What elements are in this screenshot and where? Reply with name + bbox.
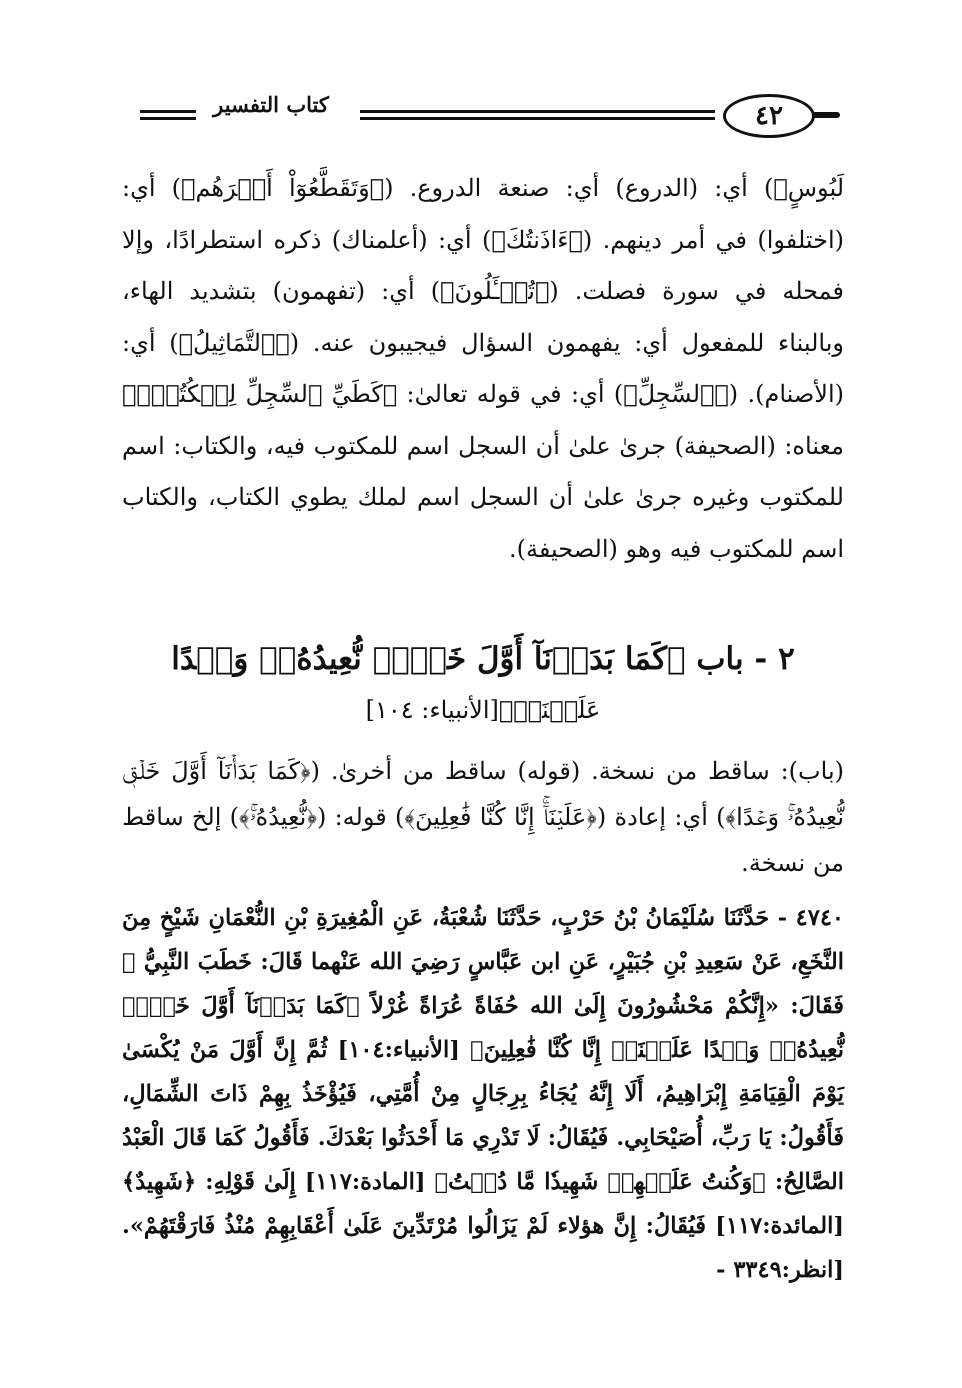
header-rule-left — [140, 110, 196, 124]
chapter-heading — [122, 632, 844, 734]
hadith-paragraph: ٤٧٤٠ - حَدَّثَنَا سُلَيْمَانُ بْنُ حَرْبٍ، حَدَّثَنَا شُعْبَةُ، عَنِ الْمُغِيرَةِ بْنِ النُّعْمَانِ شَيْخٍ مِنَ النَّخَعِ، عَنْ سَعِيدِ بْنِ جُبَيْرٍ، عَنِ ابن عَبَّاسٍ رَضِيَ الله عَنْهما قَالَ: خَطَبَ النَّبِيُّ ﷺ فَقَالَ: «إِنَّكُمْ مَحْشُورُونَ إِلَىٰ الله حُفَاةً عُرَاةً غُرْلاً ﴿كَمَا بَدَأۡنَآ أَوَّلَ خَلۡقٖ نُّعِيدُهُۥۚ وَعۡدًا عَلَيۡنَآۚ إِنَّا كُنَّا فَٰعِلِينَ﴾ [الأنبياء:١٠٤] ثُمَّ إِنَّ أَوَّلَ مَنْ يُكْسَىٰ يَوْمَ الْقِيَامَةِ إِبْرَاهِيمُ، أَلَا إِنَّهُ يُجَاءُ بِرِجَالٍ مِنْ أُمَّتِي، فَيُؤْخَذُ بِهِمْ ذَاتَ الشِّمَالِ، فَأَقُولُ: يَا رَبِّ، أُصَيْحَابِي. فَيُقَالُ: لَا تَدْرِي مَا أَحْدَثُوا بَعْدَكَ. فَأَقُولُ كَمَا قَالَ الْعَبْدُ الصَّالِحُ: ﴿وَكُنتُ عَلَيۡهِمۡ شَهِيدٗا مَّا دُمۡتُ﴾ [المادة:١١٧] إِلَىٰ قَوْلِهِ: ﴿شَهِيدٌ﴾ [المائدة:١١٧] فَيُقَالُ: إِنَّ هؤلاء لَمْ يَزَالُوا مُرْتَدِّينَ عَلَىٰ أَعْقَابِهِمْ مُنْذُ فَارَقْتَهُمْ». [انظر:٣٣٤٩ - — [122, 905, 844, 1283]
chapter-heading-line-1: ٢ - باب ﴿كَمَا بَدَأۡنَآ أَوَّلَ خَلۡقٖ نُّعِيدُهُۥۚ وَعۡدًا — [171, 641, 795, 677]
header-rule-middle — [360, 110, 715, 124]
chapter-heading-line-2: عَلَيۡنَآۚ﴾[الأنبياء: ١٠٤] — [365, 696, 601, 724]
commentary-paragraph-2 — [122, 748, 844, 886]
book-title: كتاب التفسير — [213, 92, 329, 117]
hadith-text — [122, 896, 844, 1292]
paragraph-text: لَبُوسٍ﴾) أي: (الدروع) أي: صنعة الدروع. (﴿وَتَقَطَّعُوٓاْ أَمۡرَهُم﴾) أي: (اختلفوا) في أمر دينهم. (﴿ءَاذَنتُكَ﴾) أي: (أعلمناك) ذكره استطرادًا، وإلا فمحله في سورة فصلت. (﴿تُسۡـَٔلُونَ﴾) أي: (تفهمون) بتشديد الهاء، وبالبناء للمفعول أي: يفهمون السؤال فيجيبون عنه. (﴿ٱلتَّمَاثِيلُ﴾) أي: (الأصنام). (﴿ٱلسِّجِلِّ﴾) أي: في قوله تعالىٰ: ﴿كَطَيِّ ٱلسِّجِلِّ لِلۡكُتُبِۚ﴾ معناه: (الصحيفة) جرىٰ علىٰ أن السجل اسم للمكتوب فيه، والكتاب: اسم للمكتوب وغيره جرىٰ علىٰ أن السجل اسم لملك يطوي الكتاب، والكتاب اسم للمكتوب فيه وهو (الصحيفة). — [122, 174, 844, 563]
page-number: ٤٢ — [723, 94, 815, 138]
commentary-paragraph — [122, 163, 844, 575]
paragraph-text-2: (باب): ساقط من نسخة. (قوله) ساقط من أخرىٰ. (﴿كَمَا بَدَأۡنَآ أَوَّلَ خَلۡقٖ نُّعِيدُهُۥۚ وَعۡدًا﴾) أي: إعادة (﴿عَلَيۡنَآۚ إِنَّا كُنَّا فَٰعِلِينَ﴾) قوله: (﴿نُّعِيدُهُۥۚ﴾) إلخ ساقط من نسخة. — [122, 757, 844, 877]
page-header — [120, 92, 840, 152]
header-ornament — [812, 112, 840, 118]
